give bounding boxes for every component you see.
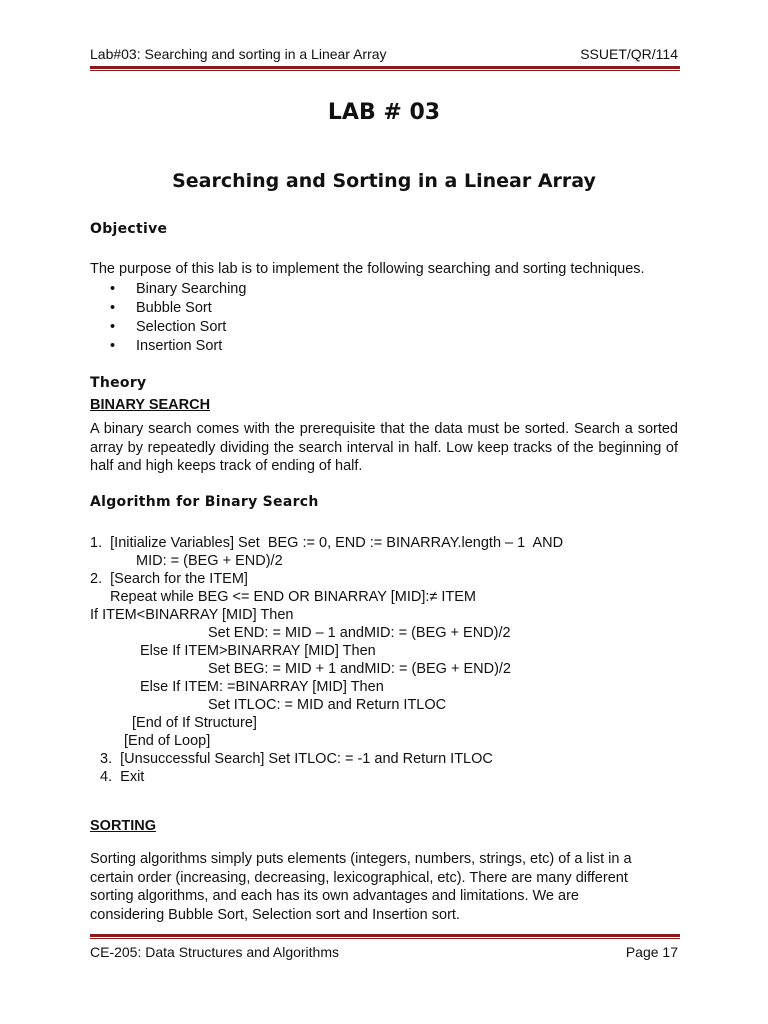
binary-search-text: A binary search comes with the prerequisite that the data must be sorted. Search a sorted array by repeatedly dividing the search interval in half. Low keep tracks of the beginning of half and high keeps track of ending of half. xyxy=(90,421,678,474)
list-item: • Selection Sort xyxy=(110,319,227,335)
algorithm-line: 3. [Unsuccessful Search] Set ITLOC: = -1 and Return ITLOC xyxy=(100,751,493,767)
header-code: SSUET/QR/114 xyxy=(580,46,678,62)
algorithm-line: 2. [Search for the ITEM] xyxy=(90,571,248,587)
algorithm-line: Set ITLOC: = MID and Return ITLOC xyxy=(208,697,447,713)
algorithm-line: Set BEG: = MID + 1 andMID: = (BEG + END)/2 xyxy=(208,661,511,677)
footer-page-number: Page 17 xyxy=(625,944,678,960)
objective-heading: Objective xyxy=(90,221,168,237)
list-item: • Insertion Sort xyxy=(110,338,223,354)
sorting-text xyxy=(90,850,678,924)
algorithm-line: Else If ITEM>BINARRAY [MID] Then xyxy=(140,643,376,659)
algorithm-heading: Algorithm for Binary Search xyxy=(90,494,319,510)
algorithm-line: MID: = (BEG + END)/2 xyxy=(136,553,283,569)
algorithm-line: Else If ITEM: =BINARRAY [MID] Then xyxy=(140,679,384,695)
algorithm-line: 4. Exit xyxy=(100,769,145,785)
algorithm-line: Set END: = MID – 1 andMID: = (BEG + END)/2 xyxy=(208,625,511,641)
sorting-line: sorting algorithms, and each has its own advantages and limitations. We are xyxy=(90,888,579,904)
binary-search-heading: BINARY SEARCH xyxy=(90,397,211,413)
algorithm-line: 1. [Initialize Variables] Set BEG := 0, END := BINARRAY.length – 1 AND xyxy=(90,535,564,551)
objective-list xyxy=(110,280,246,356)
bullet-icon: • xyxy=(110,281,116,297)
footer-rule xyxy=(90,934,680,937)
theory-heading: Theory xyxy=(90,375,147,391)
lab-title: LAB # 03 xyxy=(327,100,441,125)
algorithm-line: If ITEM<BINARRAY [MID] Then xyxy=(90,607,294,623)
sorting-heading: SORTING xyxy=(90,818,157,834)
list-item: • Bubble Sort xyxy=(110,300,212,316)
algorithm-line: [End of If Structure] xyxy=(132,715,257,731)
footer-course: CE-205: Data Structures and Algorithms xyxy=(90,944,340,960)
bullet-icon: • xyxy=(110,319,116,335)
bullet-icon: • xyxy=(110,338,116,354)
sorting-line: Sorting algorithms simply puts elements (integers, numbers, strings, etc) of a list in a xyxy=(90,851,632,867)
header-rule xyxy=(90,66,680,69)
header-title: Lab#03: Searching and sorting in a Linear Array xyxy=(90,46,387,62)
algorithm-line: Repeat while BEG <= END OR BINARRAY [MID]:≠ ITEM xyxy=(110,589,476,605)
sorting-line: considering Bubble Sort, Selection sort and Insertion sort. xyxy=(90,906,460,923)
algorithm-line: [End of Loop] xyxy=(124,733,211,749)
sorting-line: certain order (increasing, decreasing, lexicographical, etc). There are many different xyxy=(90,869,628,886)
list-item: • Binary Searching xyxy=(110,281,247,297)
objective-intro: The purpose of this lab is to implement the following searching and sorting techniques. xyxy=(90,261,645,277)
bullet-icon: • xyxy=(110,300,116,316)
lab-subtitle: Searching and Sorting in a Linear Array xyxy=(172,170,596,192)
